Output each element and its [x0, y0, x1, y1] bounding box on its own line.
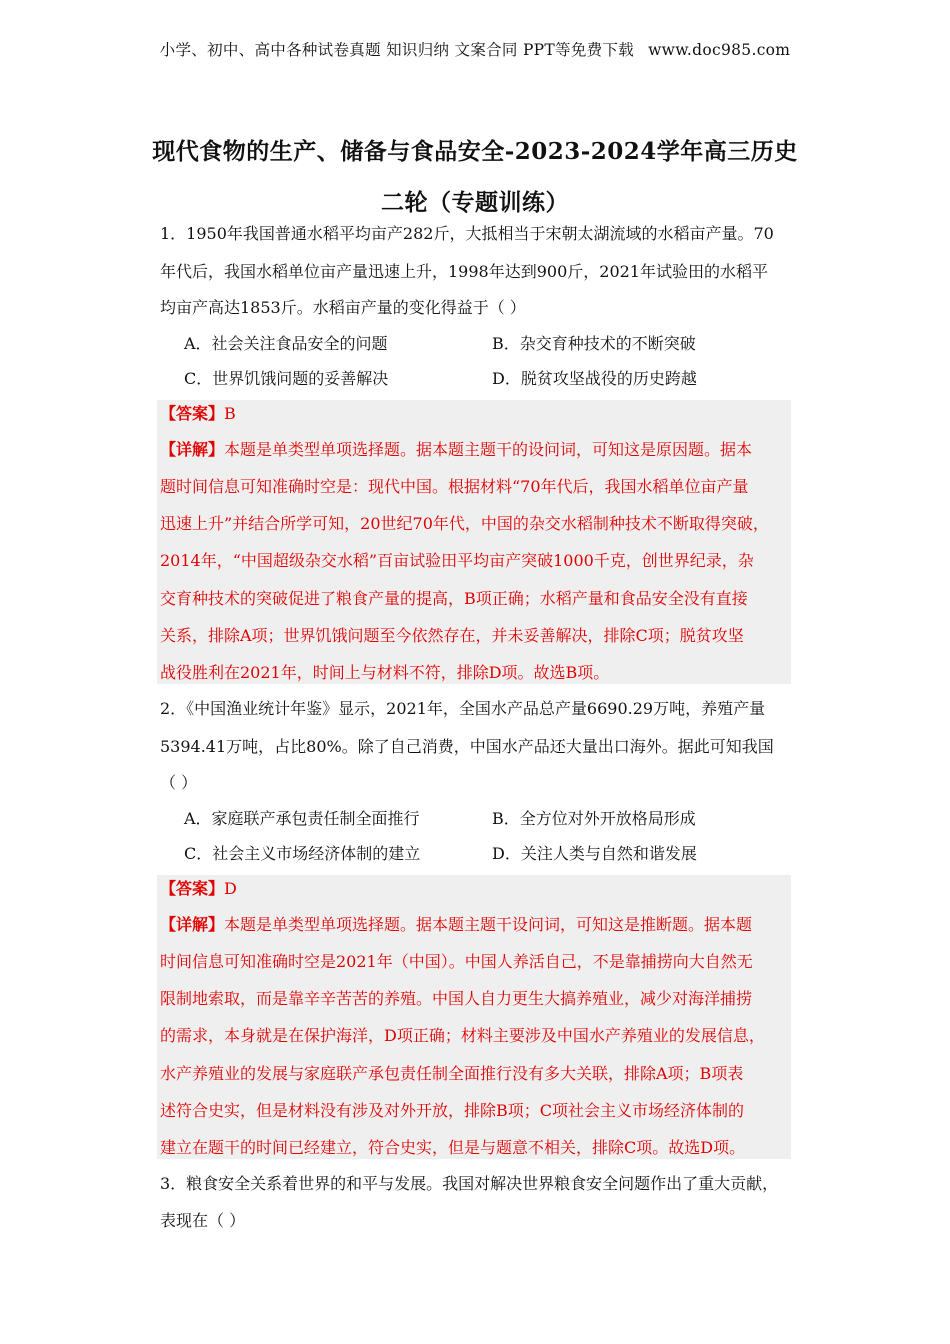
- q1-option-c: C．世界饥饿问题的妥善解决: [184, 369, 389, 388]
- q2-option-c: C．社会主义市场经济体制的建立: [184, 844, 421, 863]
- q2-answer: [160, 879, 237, 899]
- doc-title-line1: 现代食物的生产、储备与食品安全-2023-2024学年高三历史: [152, 138, 798, 165]
- answer-tag: 【答案】: [160, 404, 225, 423]
- answer-value: B: [224, 404, 236, 423]
- q2-option-b: B．全方位对外开放格局形成: [492, 809, 696, 828]
- q2-detail-line: 限制地索取，而是靠辛辛苦苦的养殖。中国人自力更生大搞养殖业，减少对海洋捕捞: [160, 989, 753, 1008]
- q1-detail-line: 交育种技术的突破促进了粮食产量的提高，B项正确；水稻产量和食品安全没有直接: [160, 589, 748, 608]
- q1-detail-line: 关系，排除A项；世界饥饿问题至今依然存在，并未妥善解决，排除C项；脱贫攻坚: [160, 626, 744, 645]
- q1-option-a: A．社会关注食品安全的问题: [184, 334, 388, 353]
- q1-answer: [160, 404, 236, 424]
- q1-option-b: B．杂交育种技术的不断突破: [492, 334, 696, 353]
- page-header: [0, 38, 950, 60]
- q2-stem-line: （ ）: [160, 773, 198, 792]
- q1-answer-block: [157, 400, 791, 684]
- q3-stem-line: 表现在（ ）: [160, 1211, 246, 1230]
- detail-tag: 【详解】: [160, 440, 225, 459]
- doc-title-line2: 二轮（专题训练）: [381, 189, 569, 216]
- header-site[interactable]: www.doc985.com: [648, 41, 791, 59]
- q2-stem-line: 5394.41万吨，占比80%。除了自己消费，中国水产品还大量出口海外。据此可知我国: [160, 737, 774, 756]
- q2-option-a: A．家庭联产承包责任制全面推行: [184, 809, 420, 828]
- q2-answer-block: [157, 875, 791, 1159]
- detail-text: 本题是单类型单项选择题。据本题主题干设问词，可知这是推断题。据本题: [224, 915, 753, 934]
- q2-stem-line: 2．《中国渔业统计年鉴》显示，2021年，全国水产品总产量6690.29万吨，养殖产量: [160, 699, 766, 718]
- detail-tag: 【详解】: [160, 915, 225, 934]
- q1-stem-line: 均亩产高达1853斤。水稻亩产量的变化得益于（ ）: [160, 298, 526, 317]
- q2-detail-line: 时间信息可知准确时空是2021年（中国）。中国人养活自己，不是靠捕捞向大自然无: [160, 952, 753, 971]
- q1-option-d: D．脱贫攻坚战役的历史跨越: [492, 369, 697, 388]
- header-tagline: 小学、初中、高中各种试卷真题 知识归纳 文案合同 PPT等免费下载: [159, 41, 635, 59]
- detail-text: 本题是单类型单项选择题。据本题主题干的设问词，可知这是原因题。据本: [224, 440, 753, 459]
- q1-detail-line: 题时间信息可知准确时空是：现代中国。根据材料“70年代后，我国水稻单位亩产量: [160, 477, 749, 496]
- q3-stem-line: 3．粮食安全关系着世界的和平与发展。我国对解决世界粮食安全问题作出了重大贡献，: [160, 1174, 779, 1193]
- q1-detail-line: 迅速上升”并结合所学可知，20世纪70年代，中国的杂交水稻制种技术不断取得突破，: [160, 514, 769, 533]
- q1-detail-line: 战役胜利在2021年，时间上与材料不符，排除D项。故选B项。: [160, 663, 610, 682]
- q1-detail-line: 2014年，“中国超级杂交水稻”百亩试验田平均亩产突破1000千克，创世界纪录，杂: [160, 551, 754, 570]
- q2-detail-line: 述符合史实，但是材料没有涉及对外开放，排除B项；C项社会主义市场经济体制的: [160, 1101, 745, 1120]
- q2-detail-line: [160, 915, 752, 935]
- q1-detail-line: [160, 440, 752, 460]
- q2-option-d: D．关注人类与自然和谐发展: [492, 844, 697, 863]
- answer-tag: 【答案】: [160, 879, 225, 898]
- answer-value: D: [224, 879, 237, 898]
- q1-stem-line: 1．1950年我国普通水稻平均亩产282斤，大抵相当于宋朝太湖流域的水稻亩产量。70: [160, 224, 774, 243]
- q2-detail-line: 水产养殖业的发展与家庭联产承包责任制全面推行没有多大关联，排除A项；B项表: [160, 1064, 744, 1083]
- q2-detail-line: 的需求，本身就是在保护海洋，D项正确；材料主要涉及中国水产养殖业的发展信息，: [160, 1026, 765, 1045]
- q2-detail-line: 建立在题干的时间已经建立，符合史实，但是与题意不相关，排除C项。故选D项。: [160, 1138, 746, 1157]
- q1-stem-line: 年代后，我国水稻单位亩产量迅速上升，1998年达到900斤，2021年试验田的水稻平: [160, 262, 768, 281]
